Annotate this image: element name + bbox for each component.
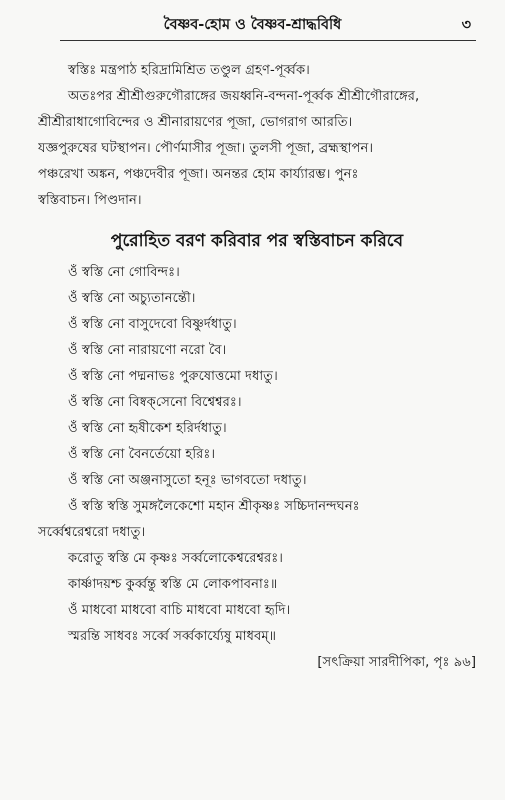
verse-line: ওঁ স্বস্তি নো বিষ্বক্‌সেনো বিশ্বেশ্বরঃ। bbox=[68, 395, 242, 410]
running-header-title: বৈষ্ণব-হোম ও বৈষ্ণব-শ্রাদ্ধবিধি bbox=[163, 17, 342, 33]
long-verse-line: সর্ব্বেশ্বরেশ্বরো দধাতু। bbox=[38, 525, 146, 540]
long-verse-line: ওঁ স্বস্তি স্বস্তি সুমঙ্গলৈকেশো মহান শ্রীকৃষ্ণঃ সচ্চিদানন্দঘনঃ bbox=[68, 499, 360, 514]
closing-verse-line: করোতু স্বস্তি মে কৃষ্ণঃ সর্ব্বলোকেশ্বরেশ্বরঃ। bbox=[68, 551, 284, 566]
intro-line: পঞ্চরেখা অঙ্কন, পঞ্চদেবীর পূজা। অনন্তর হোম কার্য্যারম্ভ। পুনঃ bbox=[38, 167, 359, 182]
closing-verse-line: ওঁ মাধবো মাধবো বাচি মাধবো মাধবো হৃদি। bbox=[68, 603, 291, 618]
page-body bbox=[38, 58, 476, 676]
verse-line: ওঁ স্বস্তি নো হৃষীকেশ হরির্দধাতু। bbox=[68, 421, 227, 436]
intro-line: যজ্ঞপুরুষের ঘটস্থাপন। পৌর্ণমাসীর পূজা। তুলসী পূজা, ব্রহ্মস্থাপন। bbox=[38, 141, 374, 156]
verse-line: ওঁ স্বস্তি নো বাসুদেবো বিষ্ণুর্দধাতু। bbox=[68, 317, 237, 332]
running-header bbox=[0, 12, 505, 38]
section-heading: পুরোহিত বরণ করিবার পর স্বস্তিবাচন করিবে bbox=[110, 231, 404, 251]
page-number: ৩ bbox=[461, 17, 471, 33]
verse-line: ওঁ স্বস্তি নো নারায়ণো নরো বৈ। bbox=[68, 343, 227, 358]
verse-line: ওঁ স্বস্তি নো গোবিন্দঃ। bbox=[68, 265, 180, 280]
intro-line: অতঃপর শ্রীশ্রীগুরুগৌরাঙ্গের জয়ধ্বনি-বন্দনা-পূর্ব্বক শ্রীশ্রীগৌরাঙ্গের, bbox=[68, 89, 420, 104]
closing-verse-line: কার্ষ্ণাদয়শ্চ কুর্ব্বন্তু স্বস্তি মে লোকপাবনাঃ॥ bbox=[68, 577, 278, 592]
verse-line: ওঁ স্বস্তি নো অচ্যুতানন্তৌ। bbox=[68, 291, 196, 306]
intro-line: স্বস্তিবাচন। পিণ্ডদান। bbox=[38, 193, 142, 208]
header-rule bbox=[60, 40, 476, 41]
citation: [সৎক্রিয়া সারদীপিকা, পৃঃ ৯৬] bbox=[317, 655, 476, 670]
verse-line: ওঁ স্বস্তি নো অঞ্জনাসুতো হনূঃ ভাগবতো দধাতু। bbox=[68, 473, 307, 488]
intro-line: শ্রীশ্রীরাধাগোবিন্দের ও শ্রীনারায়ণের পূজা, ভোগরাগ আরতি। bbox=[38, 115, 353, 130]
verse-line: ওঁ স্বস্তি নো পদ্মনাভঃ পুরুষোত্তমো দধাতু। bbox=[68, 369, 278, 384]
verse-line: ওঁ স্বস্তি নো বৈনর্তেয়ো হরিঃ। bbox=[68, 447, 216, 462]
closing-verse-line: স্মরন্তি সাধবঃ সর্ব্বে সর্ব্বকার্য্যেষু মাধবম্‌॥ bbox=[68, 629, 277, 644]
intro-line: স্বস্তিঃ মন্ত্রপাঠ হরিদ্রামিশ্রিত তণ্ডুল গ্রহণ-পূর্ব্বক। bbox=[68, 63, 310, 78]
